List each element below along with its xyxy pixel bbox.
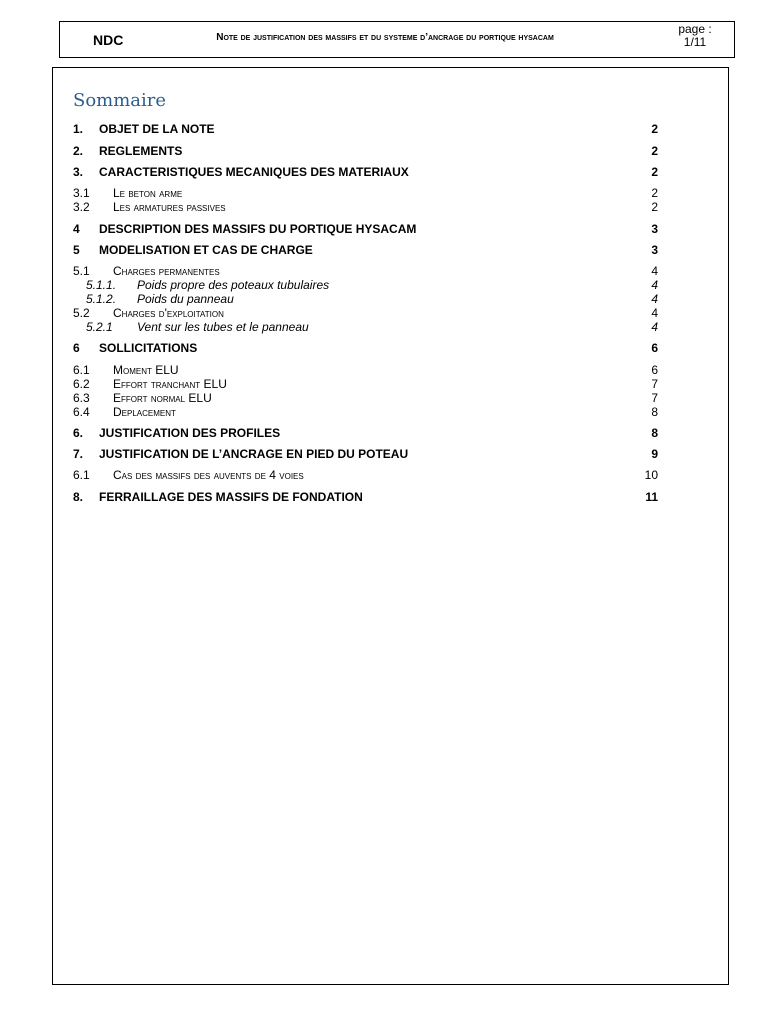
toc-entry-number: 6.1 bbox=[73, 468, 90, 482]
toc-entry-title: JUSTIFICATION DES PROFILES bbox=[99, 426, 281, 440]
toc-entry-title: Cas des massifs des auvents de 4 voies bbox=[113, 468, 304, 482]
toc-entry-title: DESCRIPTION DES MASSIFS DU PORTIQUE HYSACAM bbox=[99, 222, 417, 236]
page-indicator bbox=[660, 23, 730, 49]
toc-entry[interactable] bbox=[73, 199, 658, 215]
toc-entry[interactable] bbox=[73, 319, 658, 335]
toc-entry-page: 8 bbox=[651, 426, 658, 440]
toc-entry-title: Charges d'exploitation bbox=[113, 306, 224, 320]
toc-entry-title: Effort tranchant ELU bbox=[113, 377, 227, 391]
toc-entry-number: 6.2 bbox=[73, 377, 90, 391]
toc-entry-number: 5.2 bbox=[73, 306, 90, 320]
toc-entry-page: 4 bbox=[651, 306, 658, 320]
toc-entry-number: 6. bbox=[73, 426, 84, 440]
toc-entry-title: Poids propre des poteaux tubulaires bbox=[137, 278, 330, 292]
toc-entry-number: 6.1 bbox=[73, 363, 90, 377]
toc-entry[interactable] bbox=[73, 425, 658, 441]
toc-entry-number: 2. bbox=[73, 144, 84, 158]
toc-entry-page: 7 bbox=[651, 391, 658, 405]
toc-entry-number: 7. bbox=[73, 447, 84, 461]
toc-entry-number: 6.3 bbox=[73, 391, 90, 405]
toc-entry-number: 6 bbox=[73, 341, 80, 355]
toc-entry-number: 3.1 bbox=[73, 186, 90, 200]
toc-entry-page: 6 bbox=[651, 363, 658, 377]
toc-entry-title: Effort normal ELU bbox=[113, 391, 212, 405]
toc-entry-page: 4 bbox=[651, 320, 658, 334]
toc-entry-title: FERRAILLAGE DES MASSIFS DE FONDATION bbox=[99, 490, 363, 504]
toc-entry-title: Les armatures passives bbox=[113, 200, 226, 214]
toc-entry-title: Charges permanentes bbox=[113, 264, 220, 278]
toc-entry-number: 4 bbox=[73, 222, 80, 236]
toc-entry-number: 3. bbox=[73, 165, 84, 179]
toc-entry-page: 4 bbox=[651, 278, 658, 292]
toc-entry-page: 3 bbox=[651, 222, 658, 236]
toc-entry[interactable] bbox=[73, 404, 658, 420]
toc-entry-page: 3 bbox=[651, 243, 658, 257]
toc-entry[interactable] bbox=[73, 221, 658, 237]
toc-entry-page: 7 bbox=[651, 377, 658, 391]
toc-entry-number: 1. bbox=[73, 122, 84, 136]
toc-entry-page: 8 bbox=[651, 405, 658, 419]
page-number: 1/11 bbox=[683, 35, 707, 49]
toc-entry-page: 2 bbox=[651, 165, 658, 179]
toc-heading: Sommaire bbox=[73, 90, 167, 111]
toc-entry-number: 6.4 bbox=[73, 405, 90, 419]
toc-entry[interactable] bbox=[73, 446, 658, 462]
toc-entry-page: 2 bbox=[651, 122, 658, 136]
toc-entry-title: MODELISATION ET CAS DE CHARGE bbox=[99, 243, 313, 257]
toc-entry[interactable] bbox=[73, 340, 658, 356]
toc-entry-number: 5.2.1 bbox=[86, 320, 113, 334]
page-label: page : bbox=[678, 22, 712, 36]
toc-entry-number: 8. bbox=[73, 490, 84, 504]
toc-entry-title: SOLLICITATIONS bbox=[99, 341, 198, 355]
toc-entry-title: Le beton arme bbox=[113, 186, 183, 200]
toc-entry-number: 5.1.1. bbox=[86, 278, 117, 292]
toc-entry-number: 5 bbox=[73, 243, 80, 257]
toc-entry[interactable] bbox=[73, 143, 658, 159]
toc-entry-page: 10 bbox=[644, 468, 658, 482]
toc-entry-number: 5.1 bbox=[73, 264, 90, 278]
toc-entry-title: OBJET DE LA NOTE bbox=[99, 122, 215, 136]
toc-entry-page: 4 bbox=[651, 292, 658, 306]
page-header bbox=[59, 21, 735, 58]
toc-entry[interactable] bbox=[73, 242, 658, 258]
toc-entry-title: CARACTERISTIQUES MECANIQUES DES MATERIAUX bbox=[99, 165, 409, 179]
document-title: Note de justification des massifs et du systeme d’ancrage du portique hysacam bbox=[216, 32, 554, 43]
toc-entry-title: Poids du panneau bbox=[137, 292, 234, 306]
toc-entry-number: 3.2 bbox=[73, 200, 90, 214]
toc-entry-page: 6 bbox=[651, 341, 658, 355]
toc-entry-page: 9 bbox=[651, 447, 658, 461]
toc-entry-title: Deplacement bbox=[113, 405, 176, 419]
toc-entry-title: Moment ELU bbox=[113, 363, 179, 377]
toc-entry-page: 4 bbox=[651, 264, 658, 278]
toc-entry[interactable] bbox=[73, 164, 658, 180]
toc-entry-page: 2 bbox=[651, 144, 658, 158]
toc-entry-page: 11 bbox=[645, 490, 658, 504]
toc-entry[interactable] bbox=[73, 467, 658, 483]
toc-entry-page: 2 bbox=[651, 186, 658, 200]
document-code: NDC bbox=[93, 32, 124, 48]
toc-entry-title: Vent sur les tubes et le panneau bbox=[137, 320, 309, 334]
toc-entry[interactable] bbox=[73, 489, 658, 505]
toc-entry-title: JUSTIFICATION DE L’ANCRAGE EN PIED DU POTEAU bbox=[99, 447, 409, 461]
toc-entry-page: 2 bbox=[651, 200, 658, 214]
toc-entry-title: REGLEMENTS bbox=[99, 144, 183, 158]
toc-entry[interactable] bbox=[73, 121, 658, 137]
toc-entry-number: 5.1.2. bbox=[86, 292, 117, 306]
